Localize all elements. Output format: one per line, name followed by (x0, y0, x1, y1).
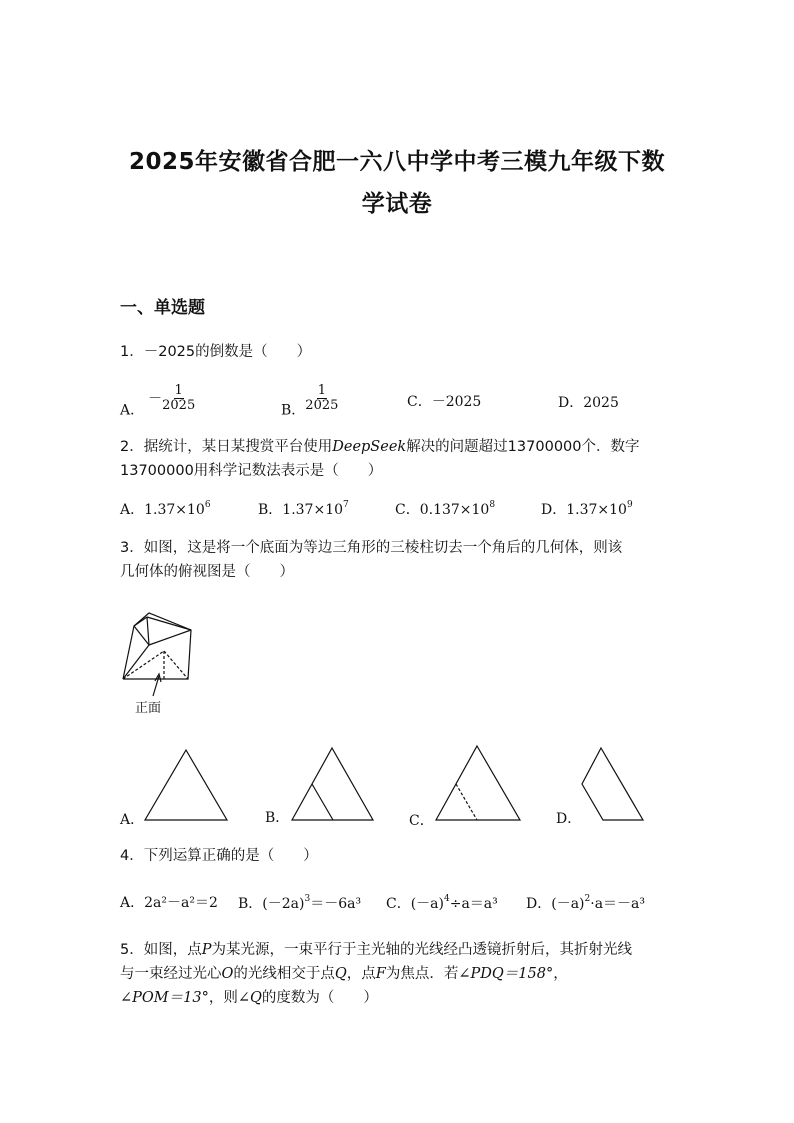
q5-angle-pdq: ∠PDQ＝158° (458, 966, 554, 982)
question-1-stem: 1．－2025的倒数是（ ） (120, 344, 312, 360)
question-4-stem: 4．下列运算正确的是（ ） (120, 848, 318, 864)
q1-option-a (120, 384, 195, 420)
q4-a-expr: 2a²－a²＝2 (144, 895, 218, 911)
q5-line2-b: 的光线相交于点 (233, 966, 335, 982)
q1-a-fraction (162, 384, 195, 413)
q2-b-base: 1.37×10 (282, 502, 344, 518)
q3-front-label: 正面 (135, 701, 162, 716)
q4-c-label: C． (386, 896, 411, 912)
q1-option-b (281, 384, 338, 420)
q5-point-q: Q (334, 966, 347, 982)
q4-option-c (386, 893, 498, 913)
q2-a-exp: 6 (204, 500, 211, 510)
q4-d-exp: 2 (584, 894, 591, 904)
question-5-line1 (120, 938, 632, 962)
q5-line1-b: 为某光源，一束平行于主光轴的光线经凸透镜折射后，其折射光线 (211, 942, 632, 958)
q2-line1-c: 解决的问题超过13700000个．数字 (406, 439, 640, 455)
q4-c-expr1: (－a) (410, 896, 444, 912)
q4-option-d (526, 893, 645, 913)
q1-a-sign: － (148, 390, 163, 407)
q4-option-b (238, 893, 361, 913)
q5-point-o: O (221, 966, 234, 982)
q2-c-label: C． (395, 502, 420, 518)
q4-b-exp: 3 (304, 894, 311, 904)
q4-option-a (120, 892, 218, 912)
q1-option-d: D．2025 (558, 395, 619, 411)
question-2-line2: 13700000用科学记数法表示是（ ） (120, 463, 383, 479)
q2-a-base: 1.37×10 (144, 502, 205, 518)
q2-option-d (541, 499, 633, 519)
section-heading: 一、单选题 (120, 298, 205, 318)
question-5-line2 (120, 962, 568, 986)
q3-option-b-label: B． (265, 810, 290, 826)
q5-line2-a: 与一束经过光心 (120, 966, 222, 982)
q5-point-p: P (201, 942, 212, 958)
q5-line3-b: 的度数为（ ） (261, 990, 378, 1006)
q3-option-b-figure (292, 748, 376, 822)
q3-option-c-label: C． (409, 813, 434, 829)
q5-line3-a: ，则 (208, 990, 238, 1006)
q2-c-base: 0.137×10 (419, 502, 490, 518)
q4-b-expr2: ＝－6a³ (310, 896, 362, 912)
q4-c-exp: 4 (444, 894, 450, 904)
q5-point-f: F (375, 966, 386, 982)
q3-option-c-figure (436, 746, 522, 822)
q4-a-label: A． (120, 895, 145, 911)
q3-option-d-label: D． (556, 811, 582, 827)
q2-line1-a: 2．据统计，某日某搜赏平台使用 (120, 439, 333, 455)
question-2-line1 (120, 435, 640, 459)
question-3-line1: 3．如图，这是将一个底面为等边三角形的三棱柱切去一个角后的几何体，则该 (120, 540, 623, 556)
q2-d-label: D． (541, 502, 567, 518)
q4-d-expr1: (－a) (551, 896, 585, 912)
q5-angle-q: ∠Q (237, 990, 262, 1006)
q3-option-a-label: A． (120, 812, 145, 828)
q4-d-expr2: ·a＝－a³ (590, 896, 646, 912)
q5-angle-pom: ∠POM＝13° (120, 990, 209, 1006)
q2-deepseek: DeepSeek (332, 439, 407, 455)
q2-option-a (120, 499, 211, 519)
q2-b-label: B． (258, 502, 283, 518)
q3-option-d-figure (582, 748, 646, 822)
q1-b-fraction (305, 384, 338, 413)
q5-line2-e: ， (553, 966, 568, 982)
q5-line2-c: ，点 (346, 966, 376, 982)
q4-b-expr1: (－2a) (262, 896, 305, 912)
q5-line2-d: 为焦点．若 (385, 966, 459, 982)
q4-b-label: B． (238, 896, 263, 912)
q1-a-denominator: 2025 (162, 398, 196, 413)
q2-b-exp: 7 (343, 500, 349, 510)
q2-option-b (258, 499, 349, 519)
q5-line1-a: 5．如图，点 (120, 942, 202, 958)
question-5-line3 (120, 986, 378, 1010)
document-title-line1: 2025年安徽省合肥一六八中学中考三模九年级下数 (128, 149, 665, 175)
q2-c-exp: 8 (489, 500, 496, 510)
document-title-line2: 学试卷 (361, 191, 433, 217)
q2-d-exp: 9 (626, 500, 633, 510)
q1-b-label: B． (281, 402, 306, 419)
q4-d-label: D． (526, 896, 552, 912)
q2-option-c (395, 499, 495, 519)
q4-c-expr2: ÷a＝a³ (449, 896, 498, 912)
q1-a-numerator: 1 (174, 383, 183, 398)
q3-solid-figure (115, 610, 205, 690)
q2-d-base: 1.37×10 (566, 502, 627, 518)
q3-option-a-figure (145, 750, 229, 822)
q1-a-label: A． (120, 402, 145, 419)
q1-option-c: C．－2025 (407, 394, 482, 410)
question-3-line2: 几何体的俯视图是（ ） (120, 564, 294, 580)
q1-b-numerator: 1 (317, 383, 326, 398)
q1-b-denominator: 2025 (305, 398, 339, 413)
q2-a-label: A． (120, 502, 145, 518)
